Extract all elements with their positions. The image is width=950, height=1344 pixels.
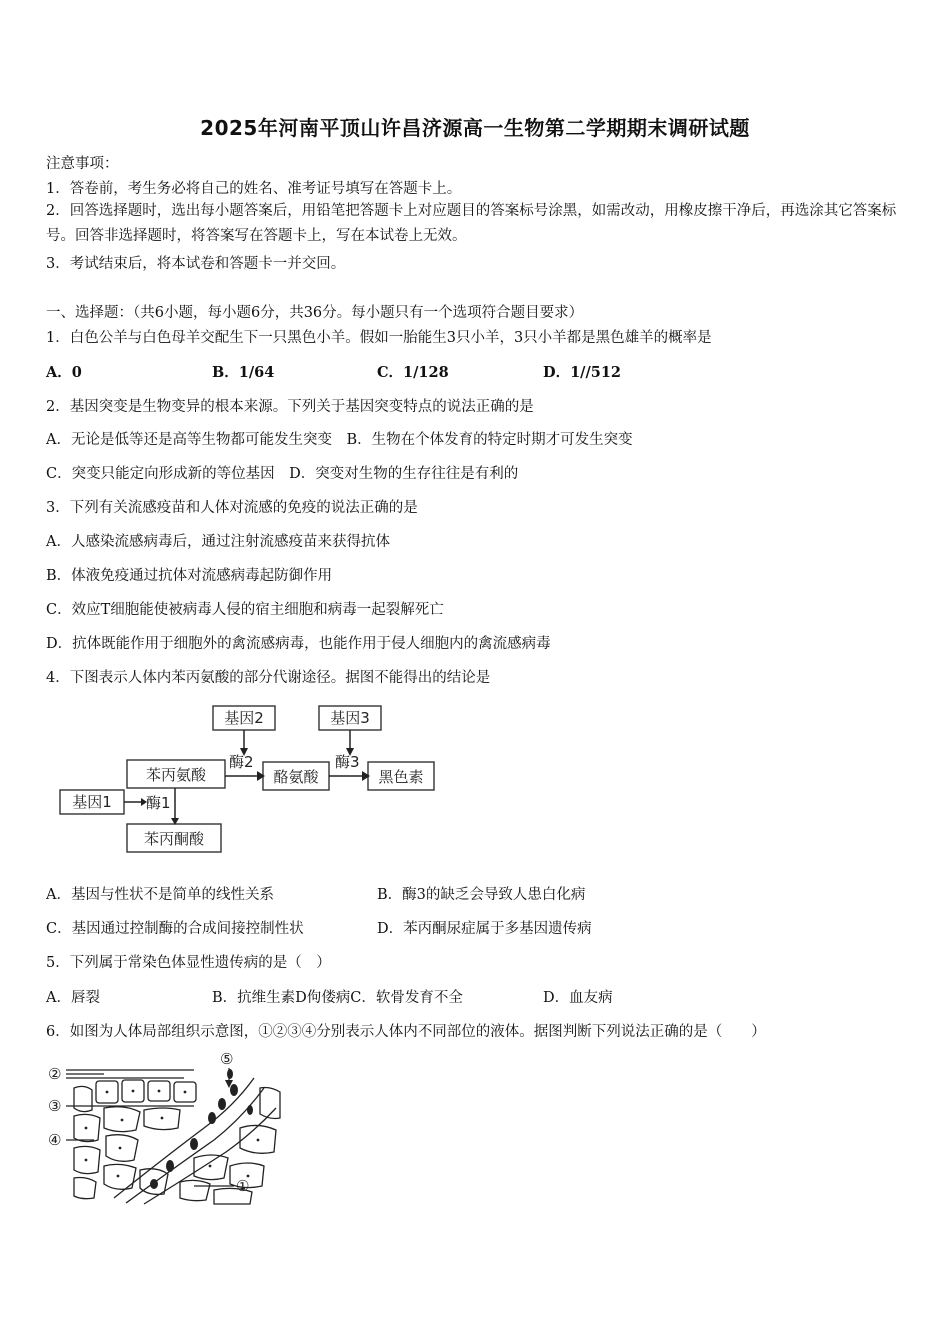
tyrosine-label: 酪氨酸 bbox=[273, 768, 319, 786]
q5-options-bc[interactable]: B．抗维生素D佝偻病C．软骨发育不全 bbox=[212, 990, 463, 1006]
q4-option-c[interactable]: C．基因通过控制酶的合成间接控制性状 bbox=[46, 921, 304, 937]
q1-option-b[interactable]: B．1/64 bbox=[212, 364, 275, 381]
gene1-label: 基因1 bbox=[72, 793, 112, 811]
notice-item-2: 2．回答选择题时，选出每小题答案后，用铅笔把答题卡上对应题目的答案标号涂黑，如需改动，用橡皮擦干净后，再选涂其它答案标号。回答非选择题时，将答案写在答题卡上，写在本试卷上无效。 bbox=[46, 203, 897, 244]
q3-option-a[interactable]: A．人感染流感病毒后，通过注射流感疫苗来获得抗体 bbox=[46, 534, 390, 550]
notice-item-1: 1．答卷前，考生务必将自己的姓名、准考证号填写在答题卡上。 bbox=[46, 181, 462, 197]
q2-options-cd[interactable]: C．突变只能定向形成新的等位基因 D．突变对生物的生存往往是有利的 bbox=[46, 466, 519, 482]
label-1: ① bbox=[236, 1177, 250, 1195]
notice-item-3: 3．考试结束后，将本试卷和答题卡一并交回。 bbox=[46, 256, 346, 272]
label-4: ④ bbox=[48, 1131, 62, 1149]
question-4-stem: 4．下图表示人体内苯丙氨酸的部分代谢途径。据图不能得出的结论是 bbox=[46, 670, 491, 686]
q1-option-d[interactable]: D．1//512 bbox=[543, 364, 622, 381]
q4-option-b[interactable]: B．酶3的缺乏会导致人患白化病 bbox=[377, 887, 586, 903]
metabolic-pathway-diagram bbox=[55, 700, 445, 860]
label-5: ⑤ bbox=[220, 1050, 234, 1068]
q4-option-d[interactable]: D．苯丙酮尿症属于多基因遗传病 bbox=[377, 921, 592, 937]
section-heading: 一、选择题：（共6小题，每小题6分，共36分。每小题只有一个选项符合题目要求） bbox=[46, 305, 584, 321]
page-title: 2025年河南平顶山许昌济源高一生物第二学期期末调研试题 bbox=[200, 116, 750, 140]
q2-options-ab[interactable]: A．无论是低等还是高等生物都可能发生突变 B．生物在个体发育的特定时期才可发生突变 bbox=[46, 432, 633, 448]
q1-option-c[interactable]: C．1/128 bbox=[377, 364, 449, 381]
enzyme3-label: 酶3 bbox=[335, 753, 360, 771]
label-2: ② bbox=[48, 1065, 62, 1083]
tissue-diagram bbox=[44, 1048, 284, 1206]
notice-heading: 注意事项： bbox=[46, 156, 119, 172]
q5-option-a[interactable]: A．唇裂 bbox=[46, 990, 100, 1006]
melanin-label: 黑色素 bbox=[378, 768, 424, 786]
q3-option-d[interactable]: D．抗体既能作用于细胞外的禽流感病毒，也能作用于侵人细胞内的禽流感病毒 bbox=[46, 636, 551, 652]
question-5-stem: 5．下列属于常染色体显性遗传病的是（ ） bbox=[46, 955, 331, 971]
phenylalanine-label: 苯丙氨酸 bbox=[145, 766, 207, 784]
q3-option-b[interactable]: B．体液免疫通过抗体对流感病毒起防御作用 bbox=[46, 568, 333, 584]
question-3-stem: 3．下列有关流感疫苗和人体对流感的免疫的说法正确的是 bbox=[46, 500, 418, 516]
phenylpyruvic-acid-label: 苯丙酮酸 bbox=[143, 830, 205, 848]
enzyme1-label: 酶1 bbox=[146, 794, 171, 812]
q5-option-d[interactable]: D．血友病 bbox=[543, 990, 613, 1006]
q1-option-a[interactable]: A．0 bbox=[46, 364, 82, 381]
question-2-stem: 2．基因突变是生物变异的根本来源。下列关于基因突变特点的说法正确的是 bbox=[46, 399, 534, 415]
gene3-label: 基因3 bbox=[330, 709, 370, 727]
question-1-stem: 1．白色公羊与白色母羊交配生下一只黑色小羊。假如一胎能生3只小羊，3只小羊都是黑色雄羊的概率是 bbox=[46, 330, 712, 346]
enzyme2-label: 酶2 bbox=[229, 753, 254, 771]
q4-option-a[interactable]: A．基因与性状不是简单的线性关系 bbox=[46, 887, 274, 903]
gene2-label: 基因2 bbox=[224, 709, 264, 727]
q3-option-c[interactable]: C．效应T细胞能使被病毒人侵的宿主细胞和病毒一起裂解死亡 bbox=[46, 602, 444, 618]
question-6-stem: 6．如图为人体局部组织示意图，①②③④分别表示人体内不同部位的液体。据图判断下列说法正确的是（ ） bbox=[46, 1024, 766, 1040]
label-3: ③ bbox=[48, 1097, 62, 1115]
